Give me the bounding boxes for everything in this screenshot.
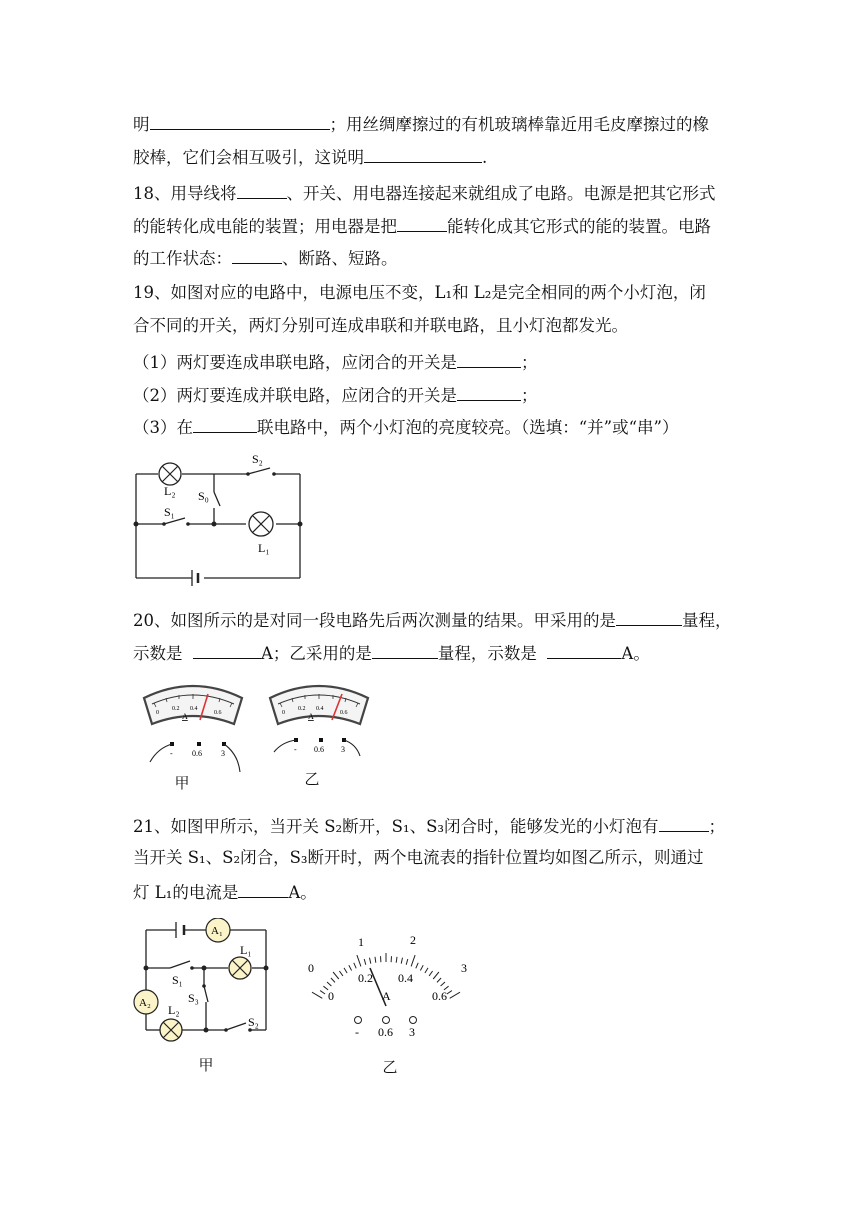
- svg-text:0.6: 0.6: [192, 749, 202, 758]
- q19-circuit-diagram: [128, 448, 308, 588]
- q18-line-1: 18、用导线将 、开关、用电器连接起来就组成了电路。电源是把其它形式: [133, 181, 716, 205]
- svg-text:0.6: 0.6: [432, 989, 447, 1003]
- label-s2: S₂: [252, 452, 263, 466]
- answer-blank[interactable]: [150, 112, 330, 130]
- svg-text:0.4: 0.4: [316, 706, 324, 712]
- q17-line-1: 明 ；用丝绸摩擦过的有机玻璃棒靠近用毛皮摩擦过的橡: [133, 112, 709, 136]
- dial-tick: [357, 955, 361, 966]
- svg-text:L₂: L₂: [168, 1003, 180, 1017]
- figure-caption-b: 乙: [304, 770, 320, 788]
- figure-caption-b: 乙: [382, 1058, 398, 1076]
- dial-tick: [447, 991, 452, 994]
- svg-text:0.4: 0.4: [190, 706, 198, 712]
- svg-text:2: 2: [410, 933, 416, 947]
- lamp-icon: [229, 957, 251, 979]
- ammeter-a-figure: [138, 676, 248, 774]
- ammeter-b-figure: [264, 676, 374, 774]
- switch-icon: [202, 984, 208, 1002]
- svg-text:0.2: 0.2: [172, 706, 180, 712]
- battery-icon: [192, 570, 198, 586]
- switch-icon: [162, 518, 190, 526]
- svg-text:L₁: L₁: [240, 943, 252, 957]
- answer-blank[interactable]: [616, 608, 682, 626]
- svg-text:1: 1: [358, 935, 364, 949]
- dial-tick: [441, 982, 445, 986]
- q20-line-1: 20、如图所示的是对同一段电路先后两次测量的结果。甲采用的是 量程，: [133, 608, 732, 632]
- q19-sub-2: （2）两灯要连成并联电路，应闭合的开关是 ；: [133, 383, 538, 407]
- svg-text:3: 3: [461, 961, 467, 975]
- dial-tick: [433, 972, 439, 979]
- label-s1: S₁: [164, 505, 175, 519]
- figure-caption-a: 甲: [198, 1056, 214, 1074]
- svg-text:3: 3: [409, 1025, 415, 1036]
- q19-line-2: 合不同的开关，两灯分别可连成串联和并联电路，且小灯泡都发光。: [133, 316, 628, 335]
- svg-text:0.6: 0.6: [378, 1025, 393, 1036]
- answer-blank[interactable]: [547, 641, 621, 659]
- svg-text:-: -: [355, 1025, 359, 1036]
- label-l2: L₂: [164, 484, 176, 498]
- switch-icon: [214, 492, 220, 506]
- figure-caption-a: 甲: [174, 774, 190, 792]
- battery-icon: [176, 922, 184, 938]
- svg-text:0: 0: [156, 710, 159, 716]
- svg-text:-: -: [294, 745, 297, 754]
- dial-tick: [344, 968, 347, 973]
- dial-tick: [411, 955, 415, 966]
- switch-icon: [246, 468, 276, 476]
- svg-text:S₁: S₁: [172, 973, 183, 987]
- svg-text:3: 3: [221, 749, 225, 758]
- answer-blank[interactable]: [397, 214, 447, 232]
- dial-tick: [331, 978, 335, 982]
- lamp-icon: [249, 512, 273, 536]
- svg-text:A₁: A₁: [211, 925, 223, 937]
- dial-tick: [349, 965, 352, 970]
- svg-text:0: 0: [328, 989, 334, 1003]
- svg-text:0.2: 0.2: [358, 971, 373, 985]
- q18-line-3: 的工作状态： 、断路、短路。: [133, 246, 398, 270]
- switch-icon: [170, 961, 194, 970]
- dial-tick: [375, 957, 376, 963]
- q21-line-3: 灯 L₁的电流是 A。: [133, 880, 317, 904]
- svg-text:A: A: [182, 712, 188, 721]
- q21-ammeter-dial: [300, 926, 480, 1036]
- q18-line-2: 的能转化成电能的装置；用电器是把 能转化成其它形式的能的装置。电路: [133, 214, 711, 238]
- answer-blank[interactable]: [232, 246, 282, 264]
- label-s0: S₀: [198, 489, 209, 503]
- svg-text:0.6: 0.6: [340, 710, 348, 716]
- answer-blank[interactable]: [364, 145, 482, 163]
- svg-text:0.2: 0.2: [298, 706, 306, 712]
- dial-tick: [437, 978, 441, 982]
- dial-tick: [450, 992, 460, 998]
- answer-blank[interactable]: [457, 350, 521, 368]
- dial-tick: [401, 958, 402, 964]
- lamp-icon: [159, 463, 181, 485]
- svg-text:3: 3: [341, 745, 345, 754]
- dial-tick: [396, 957, 397, 963]
- answer-blank[interactable]: [193, 641, 261, 659]
- lamp-icon: [160, 1019, 182, 1041]
- q20-line-2: 示数是 A；乙采用的是 量程，示数是 A。: [133, 641, 650, 665]
- q21-line-1: 21、如图甲所示，当开关 S₂断开，S₁、S₃闭合时，能够发光的小灯泡有 ；: [133, 814, 725, 838]
- answer-blank[interactable]: [372, 641, 438, 659]
- svg-text:0.6: 0.6: [314, 745, 324, 754]
- dial-tick: [354, 963, 356, 969]
- q17-line-2: 胶棒，它们会相互吸引，这说明 .: [133, 145, 487, 169]
- dial-tick: [429, 971, 433, 976]
- answer-blank[interactable]: [193, 415, 257, 433]
- q19-sub-3: （3）在 联电路中，两个小灯泡的亮度较亮。（选填：“并”或“串”）: [133, 415, 679, 439]
- dial-tick: [327, 982, 331, 986]
- label-l1: L₁: [258, 541, 270, 555]
- dial-tick: [320, 991, 325, 994]
- svg-text:0.4: 0.4: [398, 971, 413, 985]
- svg-text:A: A: [382, 989, 391, 1003]
- q21-line-2: 当开关 S₁、S₂闭合，S₃断开时，两个电流表的指针位置均如图乙所示，则通过: [133, 848, 704, 867]
- svg-text:A: A: [308, 712, 314, 721]
- dial-tick: [333, 972, 339, 979]
- svg-text:0: 0: [308, 961, 314, 975]
- svg-text:-: -: [170, 749, 173, 758]
- q19-sub-1: （1）两灯要连成串联电路，应闭合的开关是 ；: [133, 350, 538, 374]
- ammeter-icon: [134, 990, 158, 1014]
- dial-tick: [312, 992, 322, 998]
- dial-tick: [425, 968, 428, 973]
- svg-text:0.6: 0.6: [214, 710, 222, 716]
- answer-blank[interactable]: [238, 880, 288, 898]
- dial-tick: [370, 958, 371, 964]
- svg-text:S₂: S₂: [248, 1015, 259, 1029]
- answer-blank[interactable]: [457, 383, 521, 401]
- dial-tick: [420, 965, 423, 970]
- meter-needle: [370, 968, 386, 1006]
- dial-tick: [416, 963, 418, 969]
- svg-text:S₃: S₃: [188, 991, 199, 1005]
- ammeter-icon: [206, 918, 230, 942]
- dial-tick: [339, 971, 343, 976]
- dial-tick: [364, 959, 366, 965]
- answer-blank[interactable]: [237, 181, 287, 199]
- svg-text:0: 0: [282, 710, 285, 716]
- q21-circuit-diagram: [128, 918, 278, 1048]
- q19-line-1: 19、如图对应的电路中，电源电压不变，L₁和 L₂是完全相同的两个小灯泡，闭: [133, 283, 706, 302]
- answer-blank[interactable]: [659, 814, 709, 832]
- svg-text:A₂: A₂: [139, 997, 151, 1009]
- dial-tick: [406, 959, 408, 965]
